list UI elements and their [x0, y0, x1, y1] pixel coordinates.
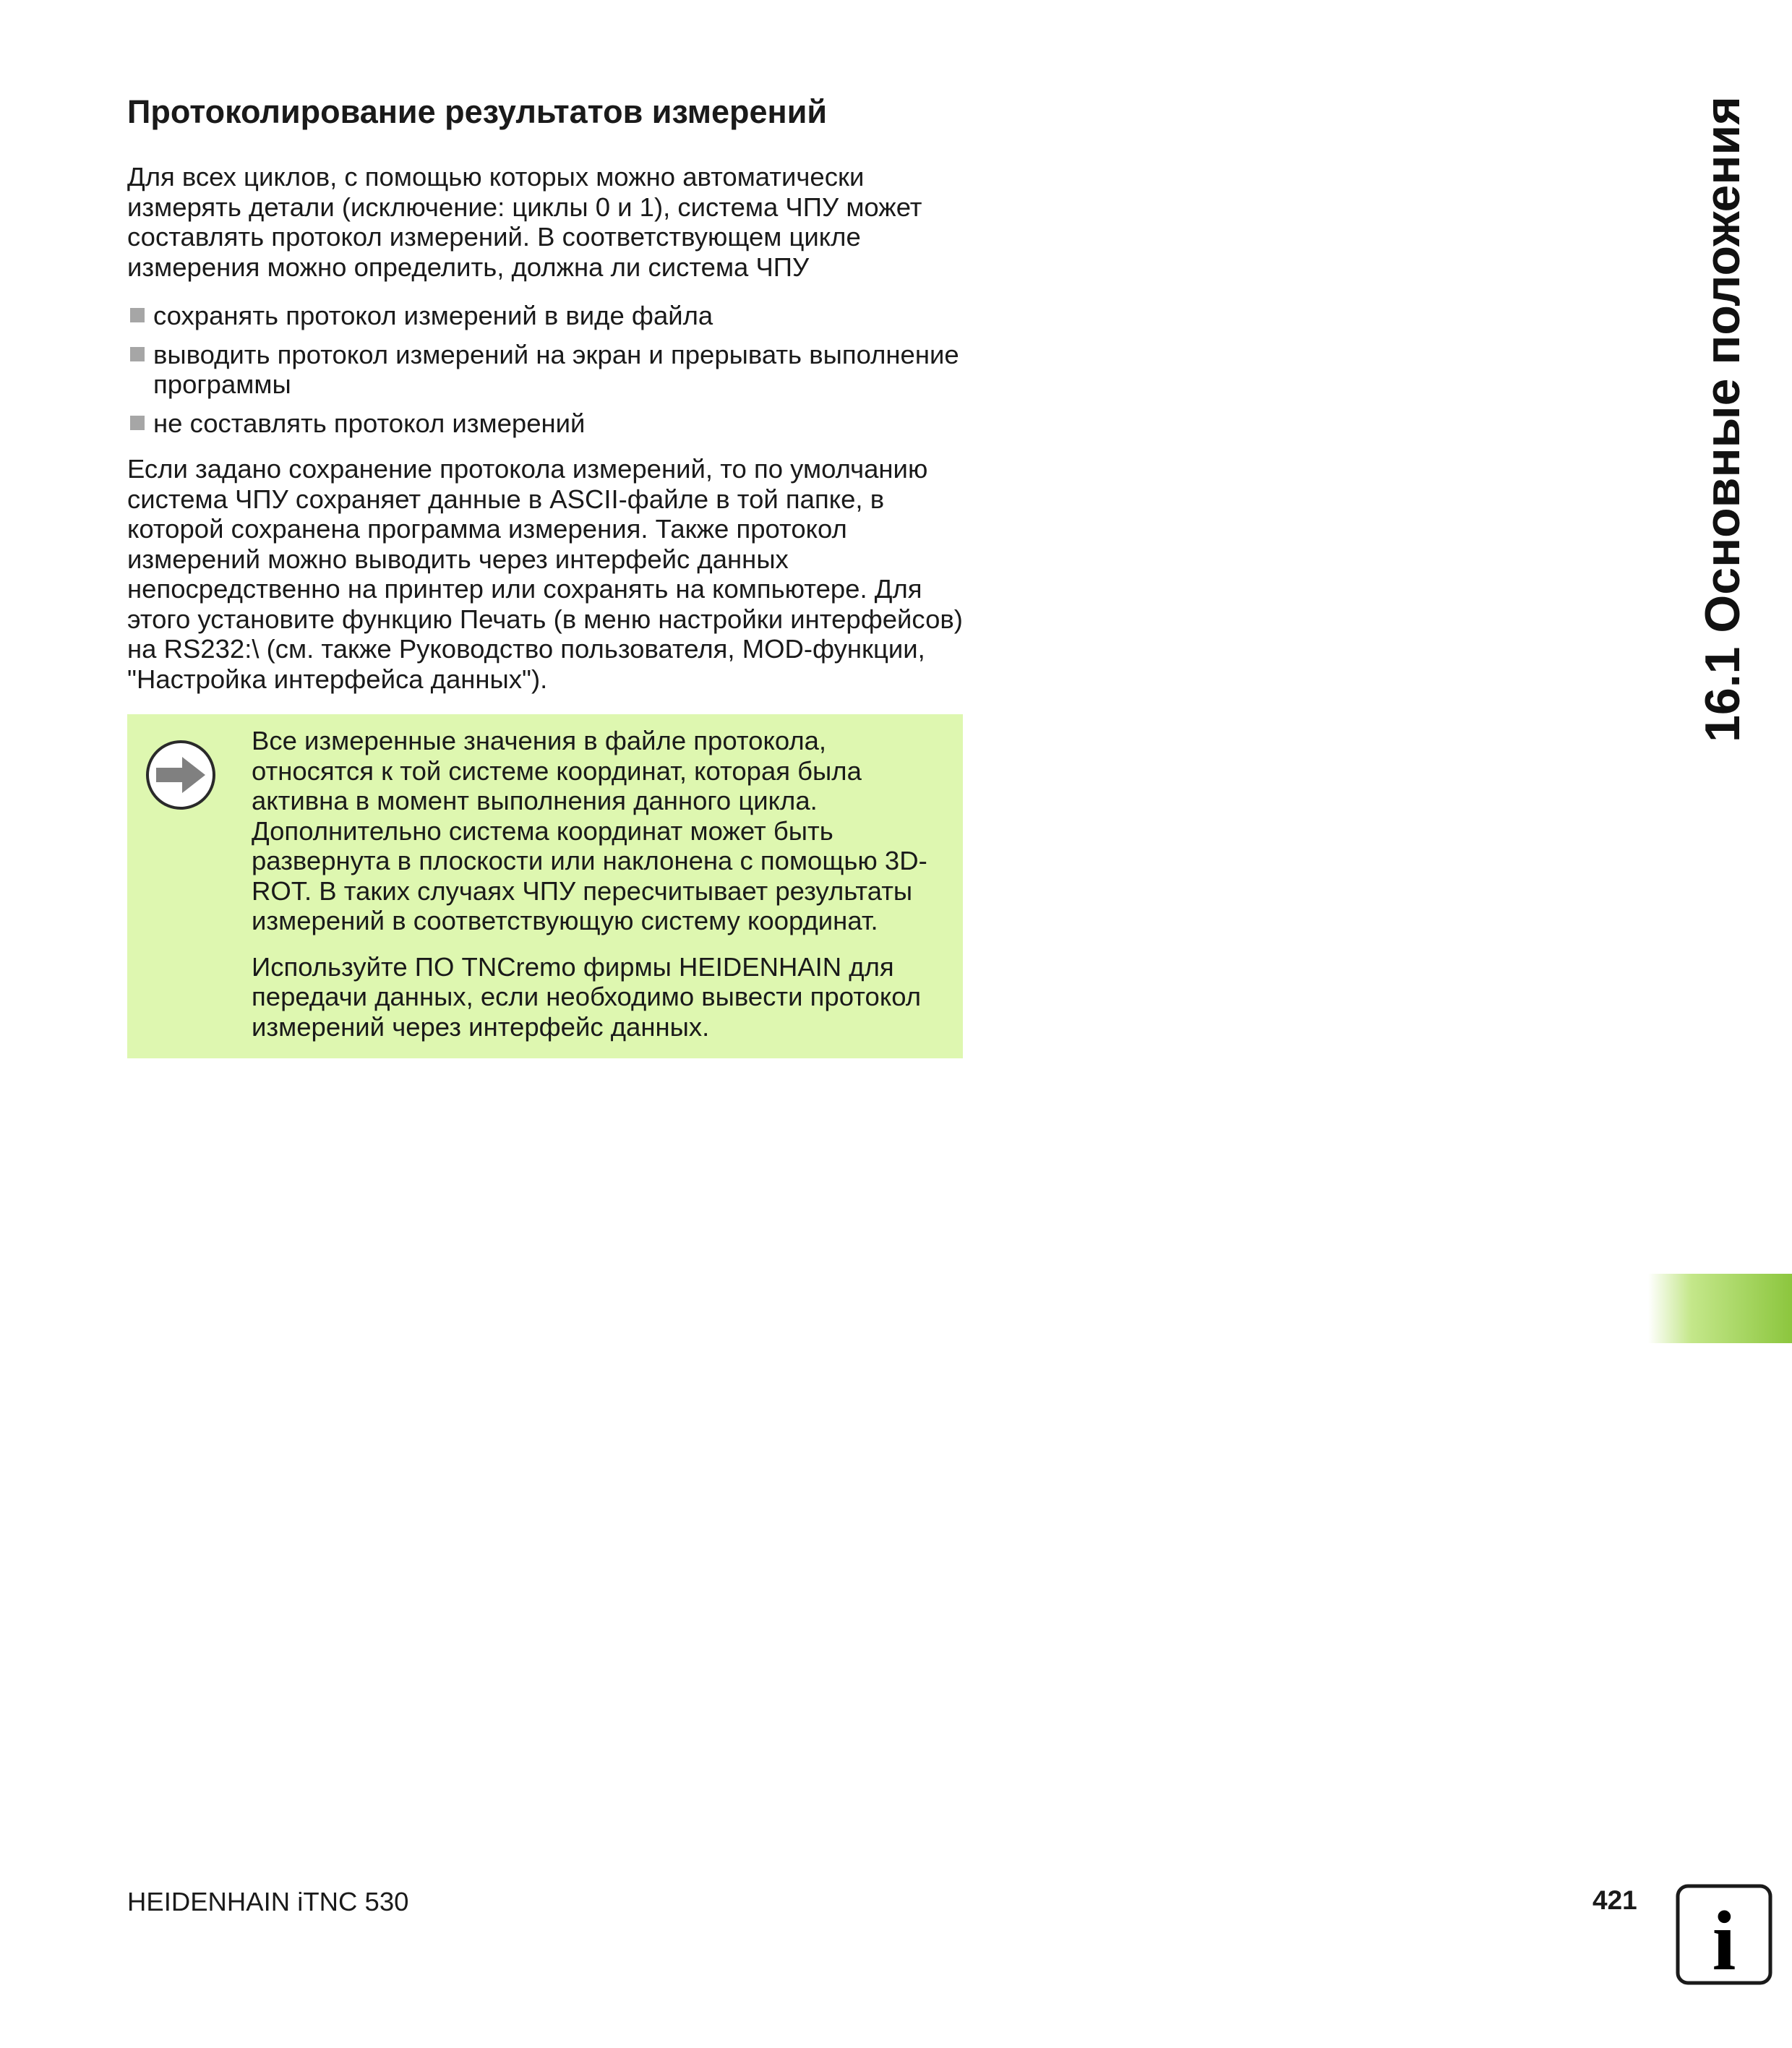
note-paragraph: Используйте ПО TNCremo фирмы HEIDENHAIN для передачи данных, если необходимо вывести протокол измерений через интерфейс данных. — [252, 951, 922, 1042]
arrow-right-icon — [145, 739, 217, 811]
intro-paragraph: Для всех циклов, с помощью которых можно автоматически измерять детали (исключение: циклы 0 и 1), система ЧПУ может составлять протокол измерений. В соответствующем цикле измерения можно определить, должна ли система ЧПУ — [127, 162, 922, 282]
list-item: выводить протокол измерений на экран и прерывать выполнение программы — [127, 340, 966, 400]
option-list — [127, 301, 966, 438]
page-number: 421 — [1592, 1885, 1637, 1915]
list-item: сохранять протокол измерений в виде файла — [127, 301, 966, 331]
chapter-title: 16.1 Основные положения — [1695, 96, 1750, 742]
page-content — [127, 93, 966, 1058]
chapter-tab-marker — [1648, 1274, 1792, 1343]
list-item: не составлять протокол измерений — [127, 408, 966, 439]
bullet-square-icon — [130, 347, 145, 361]
bullet-square-icon — [130, 308, 145, 322]
bullet-square-icon — [130, 416, 145, 430]
details-paragraph: Если задано сохранение протокола измерений, то по умолчанию система ЧПУ сохраняет данные в ASCII-файле в той папке, в которой сохранена программа измерения. Также протокол измерений можно выводить через интерфейс данных непосредственно на принтер или сохранять на компьютере. Для этого установите функцию Печать (в меню настройки интерфейсов) на RS232:\ (см. также Руководство пользователя, MOD-функции, "Настройка интерфейса данных"). — [127, 454, 963, 694]
section-heading: Протоколирование результатов измерений — [127, 93, 828, 130]
info-icon-letter: i — [1712, 1893, 1736, 1985]
note-paragraph: Все измеренные значения в файле протокола, относятся к той системе координат, которая была активна в момент выполнения данного цикла. Дополнительно система координат может быть развернута в плоскости или наклонена с помощью 3D-ROT. В таких случаях ЧПУ пересчитывает результаты измерений в соответствующую систему координат. — [252, 726, 927, 935]
footer-product-name: HEIDENHAIN iTNC 530 — [127, 1887, 409, 1916]
info-icon — [1676, 1884, 1772, 1985]
note-box — [127, 714, 963, 1058]
